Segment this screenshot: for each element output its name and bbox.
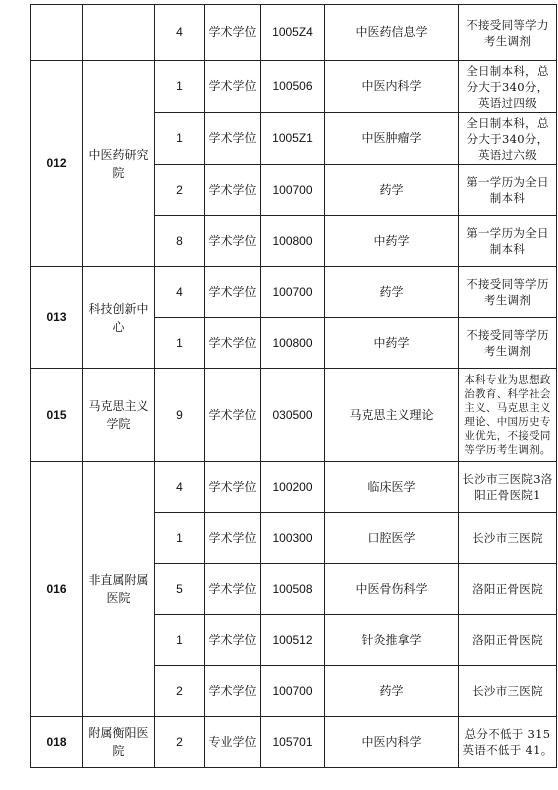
major-name-cell: 药学	[325, 165, 459, 216]
unit-name-cell: 中医药研究院	[83, 61, 155, 267]
major-code-cell: 100200	[261, 462, 325, 513]
major-code-cell: 1005Z4	[261, 5, 325, 61]
major-name-cell: 中医骨伤科学	[325, 564, 459, 615]
remark-cell: 不接受同等学历考生调剂	[459, 267, 557, 318]
major-name-cell: 中医药信息学	[325, 5, 459, 61]
remark-cell: 本科专业为思想政治教育、科学社会主义、马克思主义理论、中国历史专业优先，不接受同等学历考生调剂。	[459, 369, 557, 462]
major-code-cell: 1005Z1	[261, 113, 325, 165]
degree-type-cell: 学术学位	[205, 462, 261, 513]
degree-type-cell: 学术学位	[205, 165, 261, 216]
unit-code-cell: 012	[31, 61, 83, 267]
major-code-cell: 100700	[261, 267, 325, 318]
quota-cell: 4	[155, 267, 205, 318]
major-name-cell: 中医内科学	[325, 61, 459, 113]
major-code-cell: 100506	[261, 61, 325, 113]
unit-name-cell	[83, 5, 155, 61]
major-code-cell: 100700	[261, 165, 325, 216]
major-name-cell: 针灸推拿学	[325, 615, 459, 666]
degree-type-cell: 学术学位	[205, 369, 261, 462]
major-name-cell: 药学	[325, 267, 459, 318]
degree-type-cell: 学术学位	[205, 564, 261, 615]
degree-type-cell: 学术学位	[205, 666, 261, 717]
quota-cell: 1	[155, 513, 205, 564]
major-name-cell: 中医内科学	[325, 717, 459, 768]
unit-code-cell: 013	[31, 267, 83, 369]
degree-type-cell: 学术学位	[205, 113, 261, 165]
remark-cell: 长沙市三医院3洛阳正骨医院1	[459, 462, 557, 513]
degree-type-cell: 专业学位	[205, 717, 261, 768]
degree-type-cell: 学术学位	[205, 267, 261, 318]
unit-name-cell: 马克思主义学院	[83, 369, 155, 462]
major-code-cell: 100508	[261, 564, 325, 615]
unit-name-cell: 科技创新中心	[83, 267, 155, 369]
table-row	[31, 5, 557, 61]
major-code-cell: 100800	[261, 318, 325, 369]
degree-type-cell: 学术学位	[205, 513, 261, 564]
unit-code-cell: 018	[31, 717, 83, 768]
table-row	[31, 717, 557, 768]
remark-cell: 总分不低于 315 英语不低于 41。	[459, 717, 557, 768]
remark-cell: 洛阳正骨医院	[459, 615, 557, 666]
major-code-cell: 030500	[261, 369, 325, 462]
degree-type-cell: 学术学位	[205, 216, 261, 267]
quota-cell: 8	[155, 216, 205, 267]
quota-cell: 5	[155, 564, 205, 615]
remark-cell: 不接受同等学历考生调剂	[459, 318, 557, 369]
unit-code-cell: 015	[31, 369, 83, 462]
table-row	[31, 61, 557, 113]
major-code-cell: 100800	[261, 216, 325, 267]
remark-cell: 长沙市三医院	[459, 513, 557, 564]
quota-cell: 9	[155, 369, 205, 462]
unit-code-cell	[31, 5, 83, 61]
remark-cell: 全日制本科，总分大于340分，英语过六级	[459, 113, 557, 165]
major-code-cell: 100300	[261, 513, 325, 564]
major-name-cell: 马克思主义理论	[325, 369, 459, 462]
table-row	[31, 462, 557, 513]
major-code-cell: 100700	[261, 666, 325, 717]
degree-type-cell: 学术学位	[205, 318, 261, 369]
quota-cell: 1	[155, 61, 205, 113]
remark-cell: 不接受同等学力考生调剂	[459, 5, 557, 61]
major-name-cell: 中药学	[325, 318, 459, 369]
major-name-cell: 中药学	[325, 216, 459, 267]
quota-cell: 4	[155, 462, 205, 513]
degree-type-cell: 学术学位	[205, 615, 261, 666]
major-name-cell: 药学	[325, 666, 459, 717]
remark-cell: 长沙市三医院	[459, 666, 557, 717]
quota-cell: 1	[155, 113, 205, 165]
quota-cell: 2	[155, 717, 205, 768]
degree-type-cell: 学术学位	[205, 5, 261, 61]
unit-name-cell: 附属衡阳医院	[83, 717, 155, 768]
major-name-cell: 中医肿瘤学	[325, 113, 459, 165]
quota-cell: 2	[155, 165, 205, 216]
enrollment-table	[30, 4, 557, 768]
quota-cell: 4	[155, 5, 205, 61]
remark-cell: 洛阳正骨医院	[459, 564, 557, 615]
major-code-cell: 100512	[261, 615, 325, 666]
table-row	[31, 267, 557, 318]
major-name-cell: 口腔医学	[325, 513, 459, 564]
major-name-cell: 临床医学	[325, 462, 459, 513]
remark-cell: 全日制本科，总分大于340分，英语过四级	[459, 61, 557, 113]
remark-cell: 第一学历为全日制本科	[459, 165, 557, 216]
table-row	[31, 369, 557, 462]
unit-code-cell: 016	[31, 462, 83, 717]
quota-cell: 1	[155, 615, 205, 666]
remark-cell: 第一学历为全日制本科	[459, 216, 557, 267]
quota-cell: 1	[155, 318, 205, 369]
unit-name-cell: 非直属附属医院	[83, 462, 155, 717]
quota-cell: 2	[155, 666, 205, 717]
degree-type-cell: 学术学位	[205, 61, 261, 113]
major-code-cell: 105701	[261, 717, 325, 768]
